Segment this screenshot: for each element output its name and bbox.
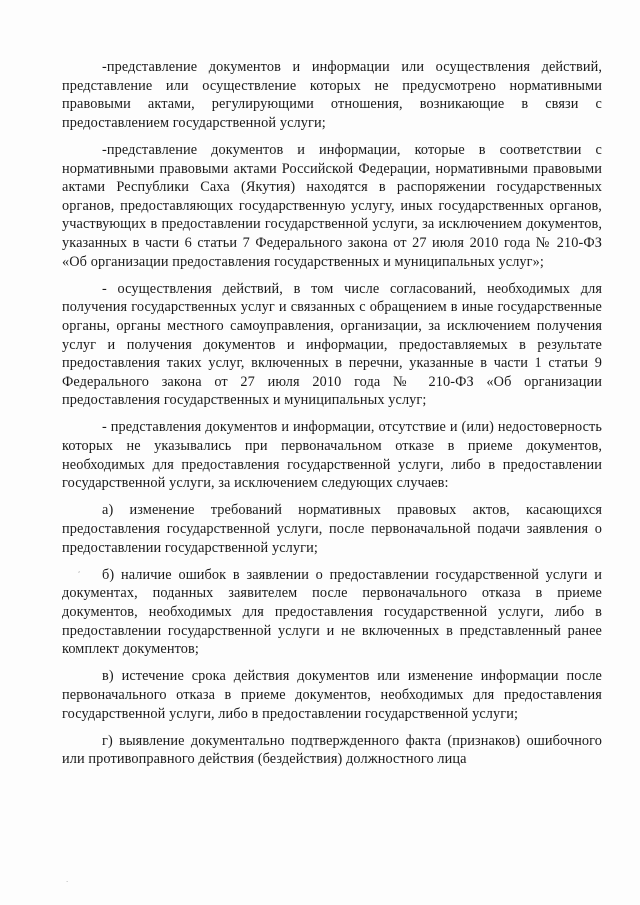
paragraph-documents-not-cited-at-refusal: - представления документов и информации, отсутствие и (или) недостоверность которых не указывались при первоначальном отказе в приеме документов, необходимых для предоставления государственной услуги, либо в предоставлении государственной услуги, за исключением следующих случаев: (62, 419, 602, 492)
scan-artifact: . (66, 876, 69, 884)
document-body (62, 58, 602, 769)
paragraph-case-a: а) изменение требований нормативных правовых актов, касающихся предоставления государственной услуги, после первоначальной подачи заявления о предоставлении государственной услуги; (62, 502, 602, 556)
scan-artifact: , (78, 566, 81, 574)
paragraph-unforeseen-documents: -представление документов и информации или осуществления действий, представление или осуществление которых не предусмотрено нормативными правовыми актами, регулирующими отношения, возникающие в связи с предоставлением государственной услуги; (62, 59, 602, 131)
paragraph-case-g: г) выявление документально подтвержденного факта (признаков) ошибочного или противоправного действия (бездействия) должностного лица (62, 732, 602, 768)
paragraph-documents-held-by-agencies: -представление документов и информации, которые в соответствии с нормативными правовыми актами Российской Федерации, нормативными правовыми актами Республики Саха (Якутия) находятся в распоряжении государственных органов, предоставляющих государственную услугу, иных государственных органов, участвующих в предоставлении государственной услуги, за исключением документов, указанных в части 6 статьи 7 Федерального закона от 27 июля 2010 года № 210-ФЗ «Об организации предоставления государственных и муниципальных услуг»; (62, 141, 602, 270)
paragraph-case-b: б) наличие ошибок в заявлении о предоставлении государственной услуги и документах, поданных заявителем после первоначального отказа в приеме документов, необходимых для предоставления государственной услуги, либо в предоставлении государственной услуги и не включенных в представленный ранее комплект документов; (62, 566, 602, 658)
paragraph-case-v: в) истечение срока действия документов или изменение информации после первоначального отказа в приеме документов, необходимых для предоставления государственной услуги, либо в предоставлении государственной услуги; (62, 668, 602, 722)
paragraph-approvals-with-other-bodies: - осуществления действий, в том числе согласований, необходимых для получения государственных услуг и связанных с обращением в иные государственные органы, органы местного самоуправления, организации, за исключением получения услуг и получения документов и информации, предоставляемых в результате предоставления таких услуг, включенных в перечни, указанные в части 1 статьи 9 Федерального закона от 27 июля 2010 года № 210-ФЗ «Об организации предоставления государственных и муниципальных услуг; (62, 280, 602, 409)
